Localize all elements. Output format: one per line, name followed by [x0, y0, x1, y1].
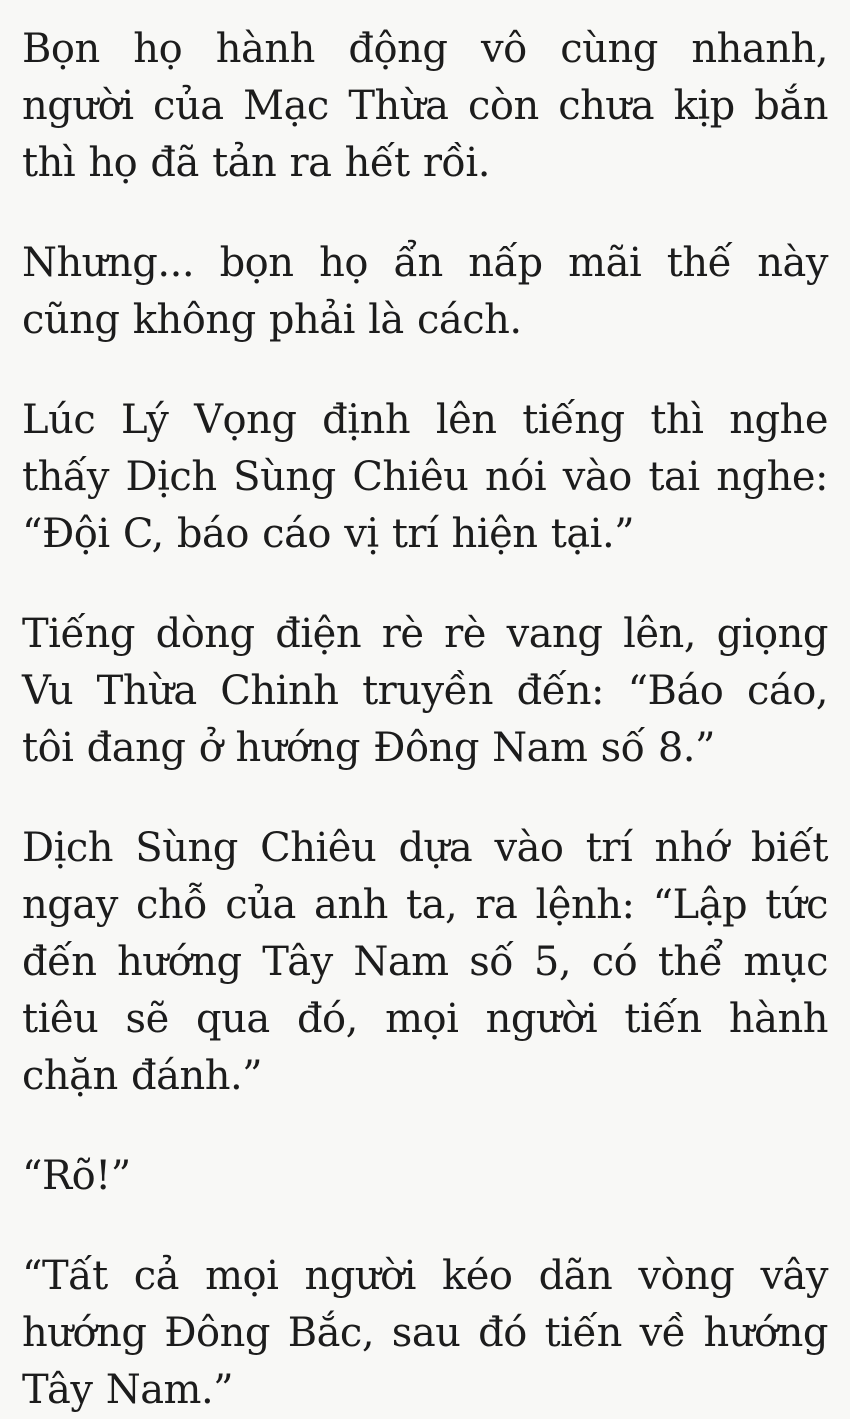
paragraph: Tiếng dòng điện rè rè vang lên, giọng Vu Thừa Chinh truyền đến: “Báo cáo, tôi đang ở hướng Đông Nam số 8.”	[22, 611, 828, 771]
paragraph: “Rõ!”	[22, 1153, 131, 1199]
paragraph: Lúc Lý Vọng định lên tiếng thì nghe thấy Dịch Sùng Chiêu nói vào tai nghe: “Đội C, báo cáo vị trí hiện tại.”	[22, 397, 828, 557]
paragraph: Bọn họ hành động vô cùng nhanh, người của Mạc Thừa còn chưa kịp bắn thì họ đã tản ra hết rồi.	[22, 26, 828, 186]
paragraph: Dịch Sùng Chiêu dựa vào trí nhớ biết ngay chỗ của anh ta, ra lệnh: “Lập tức đến hướng Tây Nam số 5, có thể mục tiêu sẽ qua đó, mọi người tiến hành chặn đánh.”	[22, 825, 828, 1099]
paragraph: Nhưng... bọn họ ẩn nấp mãi thế này cũng không phải là cách.	[22, 240, 828, 343]
paragraph: “Tất cả mọi người kéo dãn vòng vây hướng Đông Bắc, sau đó tiến về hướng Tây Nam.”	[22, 1253, 828, 1413]
